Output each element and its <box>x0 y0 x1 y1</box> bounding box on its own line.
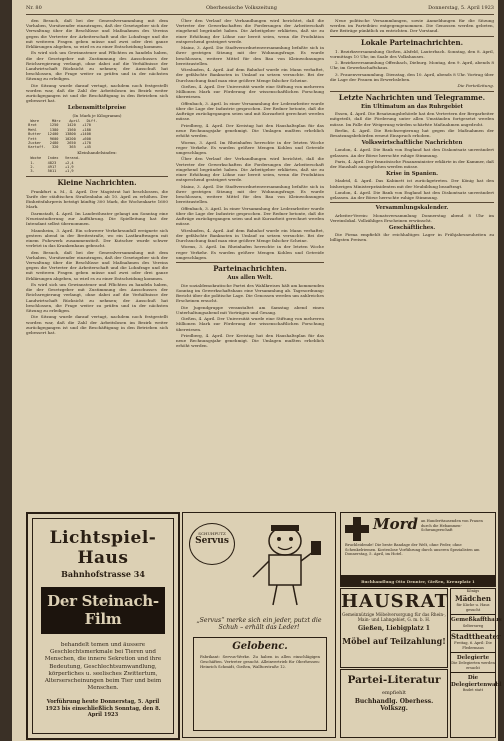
section-heading: Letzte Nachrichten und Telegramme. <box>338 92 486 102</box>
side-title: Gemeßkaffthaus <box>451 617 502 624</box>
divider <box>26 176 168 177</box>
servus-block-title: Gelobenc. <box>232 641 288 652</box>
servus-info-block <box>193 637 327 731</box>
hausrat-line: Gemeinnützige Möbelversorgung für das Rhein-, Main- und Lahngebiet, G. m. b. H. <box>342 612 446 623</box>
paragraph: 3. Frauenversammlung. Dienstag, den 10. April, abends 8 Uhr. Vortrag über die Lage der Frauen im Erwerbsleben. <box>330 71 494 82</box>
section-subheading: Aus allen Welt. <box>227 275 273 281</box>
section-heading: Parteinachrichten. <box>213 264 287 273</box>
divider <box>451 652 495 653</box>
hausrat-ad <box>340 588 448 668</box>
news-item: Frankfurt a. M., 4. April. Der Magistrat hat beschlossen, die Tarife der städtischen Straßenbahn ab 10. April zu erhöhen. Der Einheitsfahrpreis beträgt künftig 300 Mark, die Wochenkarte 1600 Mark. <box>26 188 168 210</box>
paragraph: Madrid, 4. April. Das Kabinett ist zurückgetreten. Der König hat den bisherigen Ministerpräsidenten mit der Neubildung beauftragt. <box>330 178 494 189</box>
paragraph: Gießen, 4. April. Der Universität wurde eine Stiftung von mehreren Millionen Mark zur Förderung der wissenschaftlichen Forschung überwiesen. <box>176 316 324 332</box>
side-small-ads <box>450 588 502 738</box>
table-caption: Kleinhandelsindex: <box>77 149 117 155</box>
partei-title: Partei-Literatur <box>347 674 441 686</box>
servus-slogan: „Servus“ merke sich ein jeder, putzt die Schuh – erhält das Leder! <box>196 617 322 631</box>
divider <box>330 202 494 203</box>
section-heading: Lebensmittelpreise <box>67 105 127 112</box>
column-3 <box>330 18 494 508</box>
column-2 <box>176 18 324 508</box>
ad-frame <box>32 518 174 734</box>
side-text: Seltersweg <box>462 623 484 628</box>
cross-icon <box>345 517 369 541</box>
paragraph: Friedberg, 4. April. Der Kreistag hat den Haushaltsplan für das neue Rechnungsjahr genehmigt. Die Umlagen mußten erheblich erhöht werden. <box>176 332 324 349</box>
section-subheading: Ein Ultimatum an das Ruhrgebiet <box>361 103 463 110</box>
hausrat-slogan: Möbel auf Teilzahlung! <box>342 635 446 646</box>
side-title: Mädchen <box>454 594 492 604</box>
hausrat-title: HAUSRAT <box>341 591 450 612</box>
section-subheading: Versammlungskalender. <box>375 205 449 212</box>
section-heading: Lokale Parteinachrichten. <box>360 37 464 47</box>
folio-left: Nr. 80 <box>26 5 42 11</box>
index-table: Woche Index Verand. 1. 4823 +2,4 2. 4917 +1,9 3. 5011 +1,9 <box>30 156 81 174</box>
news-item: Die Sitzung wurde darauf vertagt, nachdem noch festgestellt worden war, daß die Zahl der Arbeitslosen im Bezirk weiter zurückgegangen ist und die Beschäftigung in den Betrieben sich gebessert hat. <box>26 314 168 336</box>
paragraph: Mainz, 3. April. Die Stadtverordnetenversammlung befaßte sich in ihrer gestrigen Sitzung mit der Wohnungsfrage. Es wurde beschlossen, weitere Mittel für den Bau von Kleinwohnungen bereitzustellen. <box>176 183 324 205</box>
divider <box>451 672 495 673</box>
news-item: Mannheim, 3. April. Ein schwerer Verkehrsunfall ereignete sich gestern abend in der Breitestraße, wo ein Lastkraftwagen mit einem Fuhrwerk zusammenstieß. Der Kutscher wurde schwer verletzt in das Krankenhaus gebracht. <box>26 227 168 249</box>
cinema-address: Bahnhofstrasse 34 <box>61 569 145 579</box>
side-text: Die Delegierten werden ersucht <box>451 661 495 670</box>
badge-brand: Servus <box>195 536 229 546</box>
divider <box>330 36 494 37</box>
price-table: Ware März April Diff. Brot 1250 1420 +170 Mehl 1380 1560 +180 Butter 12400 13800 +1400 Fett 9600 10200 +600 Zucker 2480 2650 +170 Kartoff. 320 365 +45 <box>28 119 98 150</box>
side-text: Freitag, 6. April: Die Fledermaus <box>454 641 492 650</box>
side-title: Stadttheater <box>451 632 501 642</box>
paragraph: Die sozialdemokratische Partei des Wahlkreises hält am kommenden Sonntag im Gewerkschaftshaus eine Versammlung ab. Tagesordnung: Bericht über die politische Lage. Die Genossen werden um zahlreiches Erscheinen ersucht. <box>176 282 324 304</box>
mord-title: Mord <box>373 515 418 533</box>
paragraph: Mainz, 3. April. Die Stadtverordnetenversammlung befaßte sich in ihrer gestrigen Sitzung mit der Wohnungsfrage. Es wurde beschlossen, weitere Mittel für den Bau von Kleinwohnungen bereitzustellen. <box>176 45 324 66</box>
paragraph: Essen, 4. April. Die Besatzungsbehörde hat den Vertretern der Bergarbeiter mitgeteilt, daß die Förderung unter allen Umständen fortgesetzt werden müsse. Im Falle der Weigerung würden schärfste Maßnahmen angedroht. <box>330 111 494 127</box>
partei-line: empfiehlt <box>381 690 407 696</box>
folio-center: Oberhessische Volkszeitung <box>206 5 277 11</box>
paragraph: Über den Verlauf der Verhandlungen wird berichtet, daß die Vertreter der Gewerkschaften die Forderungen der Arbeiterschaft eingehend begründet haben. Die Arbeitgeber erklärten, daß sie zu einer Erhöhung der Löhne nur bereit seien, wenn die Produktion entsprechend gesteigert werde. <box>176 156 324 183</box>
paragraph: Berlin, 4. April. Die Reichsregierung hat gegen die Maßnahmen der Besatzungsbehörden erneut Einspruch erhoben. <box>330 127 494 139</box>
side-label: Königs <box>466 589 480 593</box>
folio-right: Donnerstag, 5. April 1923 <box>428 5 494 11</box>
mord-subtitle: an Hunderttausenden von Frauen durch die Hebammen-Schwangerschaft <box>421 519 483 533</box>
advertisement-section <box>26 512 502 738</box>
section-subheading: Geschäftliches. <box>388 224 436 231</box>
divider <box>451 630 495 631</box>
paragraph: den Besuch, daß bei der Generalversammlung mit dem Vorhaben, Vorsitzender einzutragen, daß der Gesetzgeber sich der Verwaltung über die Beschlüsse und Maßnahmen des Vereins gegen die Vertreter der Arbeiterschaft und die Lohnfrage und die mit weiteren Fragen geben müsse und zwei oder drei ganze Erklärungen abgeben, so wird es zu einer Entscheidung kommen. <box>26 18 168 50</box>
partei-shop: Buchhandlg. Oberhess. Volkszg. <box>354 698 434 712</box>
paragraph: Wiesbaden, 4. April. Auf dem Bahnhof wurde ein Mann verhaftet, der gefälschte Banknoten in Umlauf zu setzen versuchte. Bei der Durchsuchung fand man eine größere Menge falscher Scheine. <box>176 67 324 83</box>
mascot-illustration <box>245 519 325 609</box>
column-1 <box>26 18 168 508</box>
buchhandlung-bar: Buchhandlung Otto Dennter, Gießen, Kreuzplatz 1 <box>340 576 496 587</box>
servus-ad <box>182 512 336 738</box>
news-item: Darmstadt, 4. April. Im Landestheater gelangt am Sonntag eine Neueinstudierung zur Aufführung. Die Spielleitung hat der Intendant selbst übernommen. <box>26 210 168 227</box>
side-text: für Küche u. Haus gesucht <box>456 603 490 612</box>
signature: Die Parteileitung. <box>457 83 494 89</box>
cinema-name: Lichtspiel-Haus <box>49 528 157 568</box>
film-description: behandelt temen und äussere Geschlechtsmerkmale bei Tieren und Menschen, die innere Sekretion und ihre Bedeutung, Geschlechtsumwandlung, körperliches u. seelisches Zwittertum, Alterserscheinungen beim Tier und beim Menschen. <box>44 642 162 692</box>
servus-badge <box>189 523 235 565</box>
divider <box>176 262 324 263</box>
partei-literatur-ad <box>340 669 448 738</box>
paragraph: Es wird sich um Gewinnsteuer und Pflichten zu handeln haben, die der Gesetzgeber mit Zustimmung des Ausschusses der Reichsregierung verlangt, ohne dabei auf die Verhältnisse der Landwirtschaft Rücksicht zu nehmen; der Ausschuß hat beschlossen, die Frage weiter zu prüfen und in der nächsten Sitzung zu erledigen. <box>26 50 168 82</box>
badge-top: SCHUHPUTZ <box>198 531 226 536</box>
folio-line <box>26 4 494 15</box>
paragraph: 2. Bezirksversammlung Offenbach, Dieburg. Montag, den 9. April, abends 8 Uhr, im Gewerkschaftshaus. <box>330 60 494 71</box>
paragraph: Worms, 3. April. Im Rheinhafen herrschte in der letzten Woche reger Verkehr. Es wurden größere Mengen Kohlen und Getreide umgeschlagen. <box>176 244 324 260</box>
paragraph: Offenbach, 3. April. In einer Versammlung der Lederarbeiter wurde über die Lage der Industrie gesprochen. Der Redner betonte, daß die Aufträge zurückgegangen seien und mit Kurzarbeit gerechnet werden müsse. <box>176 100 324 122</box>
paragraph: Friedberg, 4. April. Der Kreistag hat den Haushaltsplan für das neue Rechnungsjahr genehmigt. Die Umlagen mußten erheblich erhöht werden. <box>176 122 324 139</box>
side-title: Delegierte <box>456 654 490 661</box>
paragraph: 1. Bezirksversammlung Gießen, Alsfeld, Lauterbach. Sonntag, den 8. April, vormittags 10 Uhr, im Saale des Volkshauses. <box>330 48 494 59</box>
paragraph: Die Sitzung wurde darauf vertagt, nachdem noch festgestellt worden war, daß die Zahl der Arbeitslosen im Bezirk weiter zurückgegangen ist und die Beschäftigung in den Betrieben sich gebessert hat. <box>26 82 168 104</box>
news-item: Es wird sich um Gewinnsteuer und Pflichten zu handeln haben, die der Gesetzgeber mit Zustimmung des Ausschusses der Reichsregierung verlangt, ohne dabei auf die Verhältnisse der Landwirtschaft Rücksicht zu nehmen; der Ausschuß hat beschlossen, die Frage weiter zu prüfen und in der nächsten Sitzung zu erledigen. <box>26 282 168 314</box>
mord-ad <box>340 512 496 576</box>
paragraph: London, 4. April. Die Bank von England hat den Diskontsatz unverändert gelassen. An der Börse herrschte ruhige Stimmung. <box>330 147 494 158</box>
servus-block-text: Fabrikant: Servus-Werke. Zu haben in allen einschlägigen Geschäften. Vertreter gesucht. Alleinvertrieb für Oberhessen: Heinrich Schmidt, Gießen, Walltorstraße 12. <box>200 654 320 669</box>
paragraph: Paris, 4. April. Der französische Finanzminister erklärte in der Kammer, daß der Haushalt ausgeglichen werden müsse. <box>330 158 494 170</box>
paragraph: London, 4. April. Die Bank von England hat den Diskontsatz unverändert gelassen. An der Börse herrschte ruhige Stimmung. <box>330 189 494 201</box>
paragraph: Die Jugendgruppe veranstaltet am Samstag abend einen Unterhaltungsabend mit Vorträgen und Gesang. <box>176 304 324 315</box>
divider <box>451 614 495 615</box>
paragraph: Worms, 3. April. Im Rheinhafen herrschte in der letzten Woche reger Verkehr. Es wurden größere Mengen Kohlen und Getreide umgeschlagen. <box>176 139 324 155</box>
divider <box>330 91 494 92</box>
mord-body: Bruchleidende! Die beste Bandage der Welt, ohne Feder, ohne Schenkelriemen. Kostenlose Vorführung durch unseren Spezialisten am Donnerstag, 5. April, im Hotel. <box>345 543 480 557</box>
paragraph: Die Firma empfiehlt ihr reichhaltiges Lager in Frühjahrsneuheiten zu billigsten Preisen. <box>330 232 494 243</box>
table-caption: (In Mark je Kilogramm) <box>72 112 122 118</box>
paragraph: Arbeiter-Verein: Monatsversammlung Donnerstag abend 8 Uhr im Vereinslokal. Vollzähliges Erscheinen erwünscht. <box>330 212 494 223</box>
film-title: Der Steinach-Film <box>41 587 165 634</box>
paragraph: Wiesbaden, 4. April. Auf dem Bahnhof wurde ein Mann verhaftet, der gefälschte Banknoten in Umlauf zu setzen versuchte. Bei der Durchsuchung fand man eine größere Menge falscher Scheine. <box>176 227 324 243</box>
showtimes: Vorführung heute Donnerstag, 5. April 1923 bis einschließlich Sonntag, den 8. April 1923 <box>45 699 161 718</box>
section-heading: Kleine Nachrichten. <box>57 177 137 187</box>
paragraph: Gießen, 4. April. Der Universität wurde eine Stiftung von mehreren Millionen Mark zur Förderung der wissenschaftlichen Forschung überwiesen. <box>176 84 324 100</box>
paragraph: Neue politische Versammlungen, sowie Anmeldungen für die Sitzung werden im Parteibüro entgegengenommen. Die Genossen werden gebeten, ihre Beiträge pünktlich zu entrichten. Der Vorstand. <box>330 18 494 34</box>
side-text: findet statt <box>462 688 484 693</box>
section-subheading: Volkswirtschaftliche Nachrichten <box>361 139 463 146</box>
paragraph: Über den Verlauf der Verhandlungen wird berichtet, daß die Vertreter der Gewerkschaften die Forderungen der Arbeiterschaft eingehend begründet haben. Die Arbeitgeber erklärten, daß sie zu einer Erhöhung der Löhne nur bereit seien, wenn die Produktion entsprechend gesteigert werde. <box>176 18 324 44</box>
paragraph: Offenbach, 3. April. In einer Versammlung der Lederarbeiter wurde über die Lage der Industrie gesprochen. Der Redner betonte, daß die Aufträge zurückgegangen seien und mit Kurzarbeit gerechnet werden müsse. <box>176 205 324 227</box>
newspaper-page <box>12 0 502 741</box>
hausrat-city: Gießen, Liebigplatz 1 <box>358 624 430 632</box>
news-item: den Besuch, daß bei der Generalversammlung mit dem Vorhaben, Vorsitzender einzutragen, daß der Gesetzgeber sich der Verwaltung über die Beschlüsse und Maßnahmen des Vereins gegen die Vertreter der Arbeiterschaft und die Lohnfrage und die mit weiteren Fragen geben müsse und zwei oder drei ganze Erklärungen abgeben, so wird es zu einer Entscheidung kommen. <box>26 249 168 281</box>
lichtspiel-ad <box>26 512 180 740</box>
side-title: Die Delegiertenwahl <box>451 675 502 688</box>
section-subheading: Krise in Spanien. <box>385 170 439 177</box>
